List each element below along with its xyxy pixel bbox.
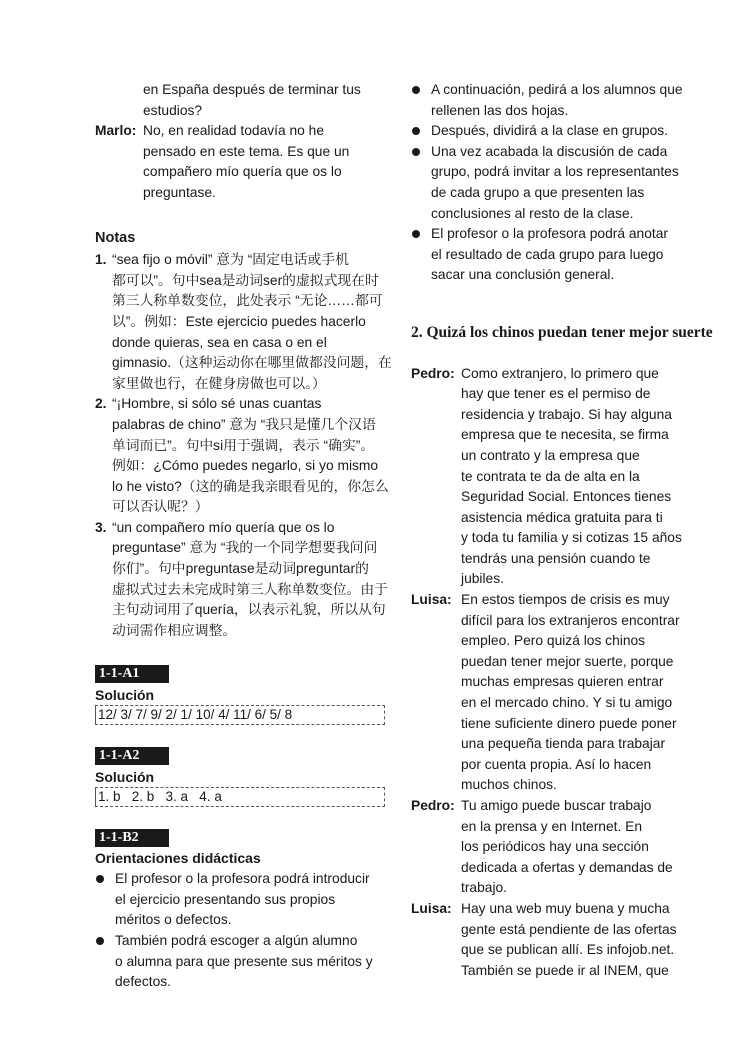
bullet-item: [411, 142, 711, 224]
text-line: conclusiones al resto de la clase.: [431, 205, 634, 221]
speech-text: [143, 121, 400, 203]
text-line: asistencia médica gratuita para ti: [461, 509, 663, 525]
text-line: pensado en este tema. Es que un: [143, 143, 350, 159]
exercise-a1: [95, 663, 400, 725]
note-number: 2.: [95, 396, 107, 412]
text-line: muchas empresas quieren entrar: [461, 674, 664, 690]
bullet-item: [95, 869, 400, 931]
intro-text: [95, 80, 400, 121]
text-line: el ejercicio presentando sus propios: [115, 891, 336, 907]
text-line: por cuenta propia. Así lo hacen: [461, 756, 652, 772]
note-number: 3.: [95, 519, 107, 535]
text-line: el resultado de cada grupo para luego: [431, 246, 664, 262]
speech-text: [461, 796, 711, 899]
text-line: preguntase.: [143, 184, 216, 200]
text-line: o alumna para que presente sus méritos y: [115, 953, 373, 969]
text-line: en la prensa y en Internet. En: [461, 818, 643, 834]
text-line: El profesor o la profesora podrá anotar: [431, 226, 668, 242]
bullet-icon: [412, 86, 420, 94]
bullet-list: [411, 80, 711, 286]
text-line: difícil para los extranjeros encontrar: [461, 612, 680, 628]
speech-text: [461, 590, 711, 796]
text-line: Como extranjero, lo primero que: [461, 365, 659, 381]
text-line: A continuación, pedirá a los alumnos que: [431, 82, 683, 97]
bullet-icon: [412, 148, 420, 156]
text-line: una pequeña tienda para trabajar: [461, 736, 666, 752]
speaker-label: Pedro:: [411, 365, 455, 381]
text-line: un contrato y la empresa que: [461, 447, 640, 463]
text-line: Hay una web muy buena y mucha: [461, 900, 670, 916]
bullet-list: [95, 869, 400, 993]
text-line: También se puede ir al INEM, que: [461, 962, 669, 978]
notes-heading: Notas: [95, 229, 136, 246]
text-line: trabajo.: [461, 880, 508, 896]
dialogue-turn: [411, 364, 711, 591]
answer-box: 12/ 3/ 7/ 9/ 2/ 1/ 10/ 4/ 11/ 6/ 5/ 8: [95, 705, 385, 725]
text-line: En estos tiempos de crisis es muy: [461, 592, 670, 608]
solution-heading: Solución: [95, 687, 155, 704]
bullet-icon: [412, 127, 420, 135]
text-line: El profesor o la profesora podrá introducir: [115, 871, 370, 887]
notes-list: [95, 250, 400, 641]
text-line: y toda tu familia y si cotizas 15 años: [461, 530, 682, 546]
speaker-label: Marlo:: [95, 123, 137, 139]
text-line: en España después de terminar tus: [143, 82, 361, 97]
text-line: Después, dividirá a la clase en grupos.: [431, 123, 668, 139]
text-line: No, en realidad todavía no he: [143, 123, 325, 139]
section-title: 2. Quizá los chinos puedan tener mejor suerte: [411, 323, 713, 341]
text-line: empleo. Pero quizá los chinos: [461, 633, 646, 649]
text-line: gente está pendiente de las ofertas: [461, 921, 677, 937]
text-line: rellenen las dos hojas.: [431, 102, 569, 118]
bullet-icon: [96, 937, 104, 945]
dialogue-turn: [411, 590, 711, 796]
left-column: [95, 80, 400, 993]
bullet-icon: [412, 230, 420, 238]
note-text: “un compañero mío quería que os lo preguntase” 意为 “我的一个同学想要我问问 你们”。句中preguntase是动词preguntar的 虚拟式过去未完成时第三人称单数变位。由于 主句动词用了quería，以表示礼貌，所以从句 动词需作相应调整。: [112, 519, 388, 638]
speech-text: [461, 899, 711, 981]
text-line: hay que tener es el permiso de: [461, 386, 651, 402]
exercise-a2: [95, 745, 400, 807]
exercise-tag: 1-1-A1: [95, 665, 169, 683]
exercise-tag: 1-1-A2: [95, 747, 169, 765]
text-line: dedicada a ofertas y demandas de: [461, 859, 673, 875]
text-line: Seguridad Social. Entonces tienes: [461, 489, 672, 505]
text-line: te contrata te da de alta en la: [461, 468, 640, 484]
text-line: en el mercado chino. Y si tu amigo: [461, 695, 673, 711]
dialogue-mario: [95, 121, 400, 203]
text-line: méritos o defectos.: [115, 912, 232, 928]
text-line: sacar una conclusión general.: [431, 267, 615, 283]
text-line: compañero mío quería que os lo: [143, 164, 342, 180]
note-item: [95, 518, 400, 642]
exercise-b2: [95, 827, 400, 993]
text-line: jubiles.: [461, 571, 504, 587]
speaker-label: Luisa:: [411, 592, 452, 608]
text-line: puedan tener mejor suerte, porque: [461, 653, 674, 669]
dialogue-turn: [411, 796, 711, 899]
guidelines-heading: Orientaciones didácticas: [95, 850, 261, 867]
note-item: [95, 250, 400, 394]
text-line: los periódicos hay una sección: [461, 839, 649, 855]
exercise-tag: 1-1-B2: [95, 829, 169, 847]
bullet-item: [95, 931, 400, 993]
text-line: grupo, podrá invitar a los representantes: [431, 164, 679, 180]
answer-box: 1. b 2. b 3. a 4. a: [95, 787, 385, 807]
bullet-item: [411, 121, 711, 142]
text-line: estudios?: [143, 102, 203, 118]
bullet-icon: [96, 875, 104, 883]
text-line: que se publican allí. Es infojob.net.: [461, 942, 675, 958]
solution-heading: Solución: [95, 768, 155, 785]
bullet-item: [411, 224, 711, 286]
text-line: tiene suficiente dinero puede poner: [461, 715, 677, 731]
text-line: residencia y trabajo. Si hay alguna: [461, 406, 672, 422]
dialogue-turn: [411, 899, 711, 981]
text-line: defectos.: [115, 974, 171, 990]
right-column: [411, 80, 711, 981]
note-number: 1.: [95, 252, 107, 268]
text-line: Una vez acabada la discusión de cada: [431, 143, 668, 159]
note-text: “¡Hombre, si sólo sé unas cuantas palabras de chino” 意为 “我只是懂几个汉语 单词而已”。句中si用于强调，表示 “确实”。 例如：¿Cómo puedes negarlo, si yo mismo lo he visto?（这的确是我亲眼看见的，你怎么 可以否认呢？）: [112, 396, 389, 515]
text-line: de cada grupo a que presenten las: [431, 184, 645, 200]
speaker-label: Luisa:: [411, 900, 452, 916]
speaker-label: Pedro:: [411, 798, 455, 813]
bullet-item: [411, 80, 711, 121]
text-line: tendrás una pensión cuando te: [461, 550, 651, 566]
text-line: Tu amigo puede buscar trabajo: [461, 798, 652, 813]
dialogue: [411, 364, 711, 982]
text-line: empresa que te necesita, se firma: [461, 427, 669, 443]
speech-text: [461, 364, 711, 591]
note-text: “sea fijo o móvil” 意为 “固定电话或手机 都可以”。句中sea是动词ser的虚拟式现在时 第三人称单数变位，此处表示 “无论……都可 以”。例如：Este ejercicio puedes hacerlo donde quieras, sea en casa o en el gimnasio.（这种运动你在哪里做都没问题，在 家里做也行，在健身房做也可以。）: [112, 252, 392, 391]
note-item: [95, 394, 400, 518]
text-line: También podrá escoger a algún alumno: [115, 933, 358, 948]
text-line: muchos chinos.: [461, 777, 557, 793]
